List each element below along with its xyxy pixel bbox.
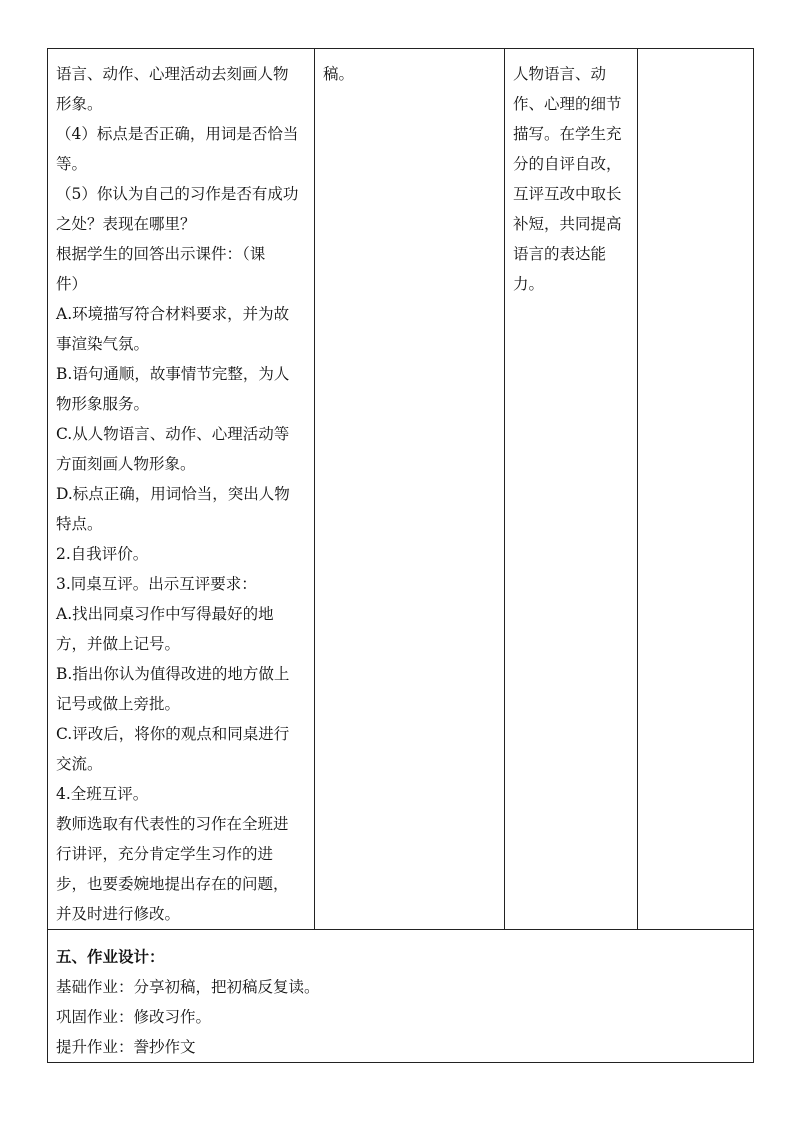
- homework-basic: 基础作业：分享初稿，把初稿反复读。: [56, 978, 320, 996]
- text-line: 2.自我评价。: [56, 545, 149, 563]
- homework-advanced: 提升作业：誊抄作文: [56, 1038, 196, 1056]
- text-line: 特点。: [56, 515, 103, 533]
- text-line: A.找出同桌习作中写得最好的地: [56, 605, 274, 623]
- text-line: （5）你认为自己的习作是否有成功: [56, 185, 299, 203]
- text-line: 描写。在学生充: [513, 125, 622, 143]
- text-line: 稿。: [323, 65, 355, 83]
- homework-heading: 五、作业设计：: [56, 948, 165, 966]
- lesson-plan-table-wrapper: [47, 48, 753, 1063]
- text-line: 作、心理的细节: [513, 95, 622, 113]
- text-line: 人物语言、动: [513, 65, 607, 83]
- text-line: 形象。: [56, 95, 103, 113]
- text-line: 行讲评，充分肯定学生习作的进: [56, 845, 274, 863]
- text-line: 方面刻画人物形象。: [56, 455, 196, 473]
- text-line: 语言、动作、心理活动去刻画人物: [56, 65, 289, 83]
- text-line: 根据学生的回答出示课件：（课: [56, 245, 266, 263]
- text-line: C.从人物语言、动作、心理活动等: [56, 425, 290, 443]
- text-line: 事渲染气氛。: [56, 335, 150, 353]
- design-intent-cell: [505, 49, 638, 930]
- text-line: A.环境描写符合材料要求，并为故: [56, 305, 290, 323]
- text-line: 互评互改中取长: [513, 185, 622, 203]
- student-activity-text: [315, 49, 504, 89]
- text-line: 之处？表现在哪里？: [56, 215, 196, 233]
- activity-row: [48, 49, 754, 930]
- text-line: 并及时进行修改。: [56, 905, 181, 923]
- text-line: 记号或做上旁批。: [56, 695, 181, 713]
- student-activity-cell: [315, 49, 505, 930]
- text-line: （4）标点是否正确，用词是否恰当: [56, 125, 299, 143]
- text-line: 3.同桌互评。出示互评要求：: [56, 575, 257, 593]
- text-line: C.评改后，将你的观点和同桌进行: [56, 725, 290, 743]
- teacher-activity-cell: [48, 49, 315, 930]
- homework-cell: [48, 930, 754, 1063]
- text-line: 4.全班互评。: [56, 785, 149, 803]
- lesson-plan-table: [47, 48, 754, 1063]
- text-line: 力。: [513, 275, 545, 293]
- homework-row: [48, 930, 754, 1063]
- text-line: 方，并做上记号。: [56, 635, 181, 653]
- text-line: 物形象服务。: [56, 395, 150, 413]
- notes-cell: [638, 49, 754, 930]
- text-line: B.语句通顺，故事情节完整，为人: [56, 365, 290, 383]
- text-line: 教师选取有代表性的习作在全班进: [56, 815, 289, 833]
- text-line: 步，也要委婉地提出存在的问题，: [56, 875, 289, 893]
- text-line: 交流。: [56, 755, 103, 773]
- teacher-activity-text: [48, 49, 314, 929]
- text-line: D.标点正确，用词恰当，突出人物: [56, 485, 290, 503]
- text-line: 等。: [56, 155, 88, 173]
- text-line: 补短，共同提高: [513, 215, 622, 233]
- text-line: 件）: [56, 275, 88, 293]
- text-line: B.指出你认为值得改进的地方做上: [56, 665, 290, 683]
- text-line: 语言的表达能: [513, 245, 607, 263]
- design-intent-text: [505, 49, 637, 299]
- text-line: 分的自评自改，: [513, 155, 622, 173]
- homework-consolidate: 巩固作业：修改习作。: [56, 1008, 212, 1026]
